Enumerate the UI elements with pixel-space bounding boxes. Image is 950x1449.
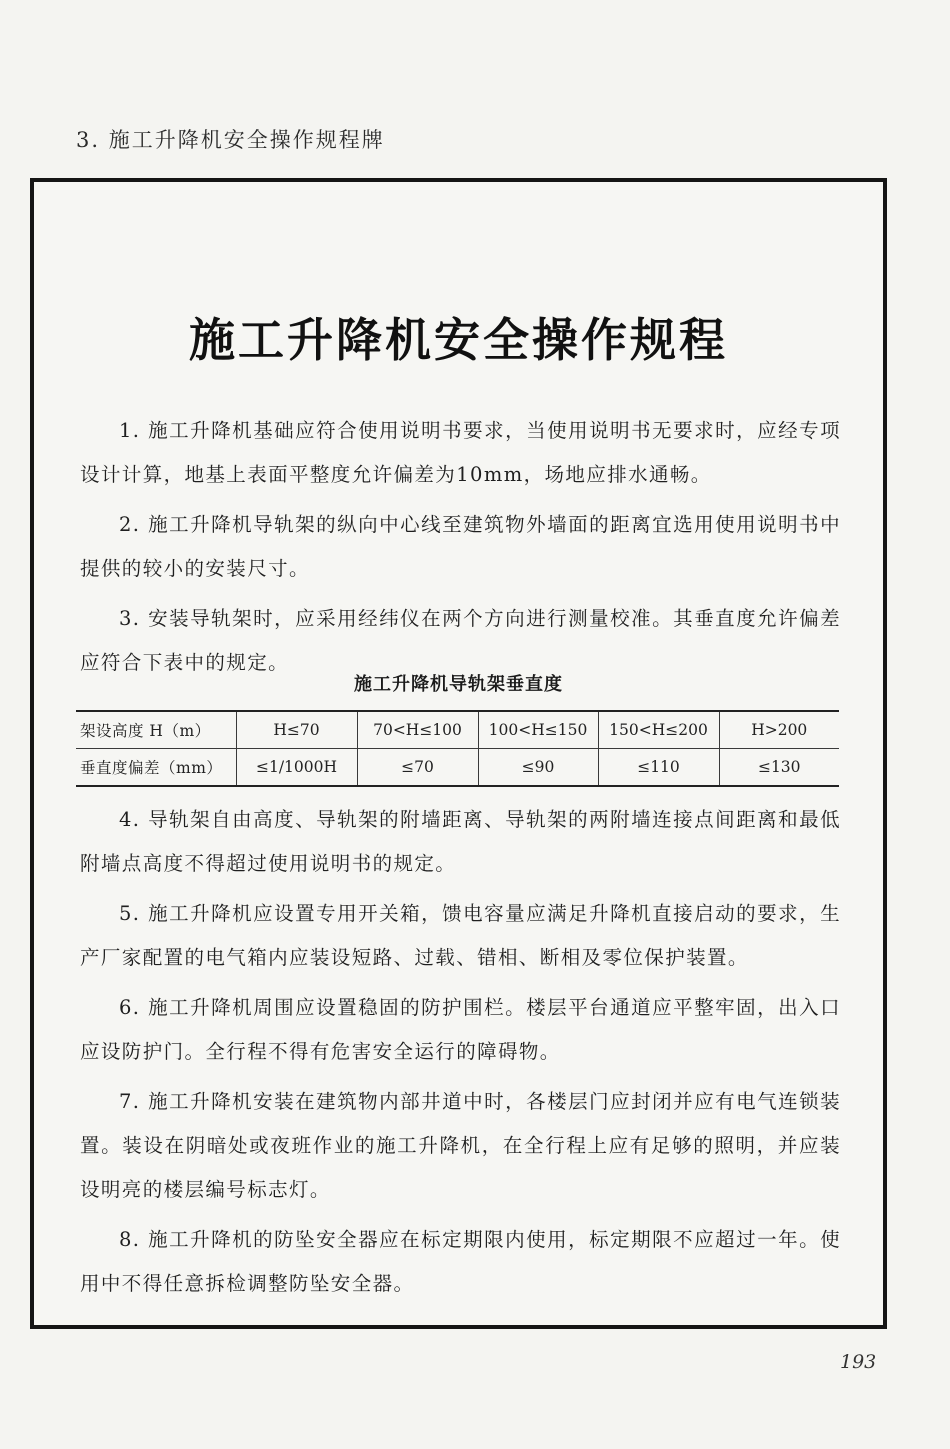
table-caption: 施工升降机导轨架垂直度 (354, 674, 563, 695)
board-title: 施工升降机安全操作规程 (189, 313, 728, 367)
rule-3: 3. 安装导轨架时，应采用经纬仪在两个方向进行测量校准。其垂直度允许偏差应符合下表中的规定。 (80, 607, 841, 674)
table-header-cell: 100<H≤150 (478, 711, 598, 749)
rules-list-top (80, 409, 841, 691)
rules-list-bottom (80, 798, 841, 1312)
section-heading: 3. 施工升降机安全操作规程牌 (76, 128, 385, 152)
table-cell: ≤130 (719, 749, 839, 787)
rule-2: 2. 施工升降机导轨架的纵向中心线至建筑物外墙面的距离宜选用使用说明书中提供的较小的安装尺寸。 (80, 513, 841, 580)
table-header-cell: 70<H≤100 (357, 711, 478, 749)
table-cell: ≤110 (598, 749, 719, 787)
table-header-cell: H≤70 (236, 711, 357, 749)
safety-rules-board (30, 178, 887, 1329)
rule-8: 8. 施工升降机的防坠安全器应在标定期限内使用，标定期限不应超过一年。使用中不得任意拆检调整防坠安全器。 (80, 1228, 841, 1295)
table-header-cell: 150<H≤200 (598, 711, 719, 749)
rule-4: 4. 导轨架自由高度、导轨架的附墙距离、导轨架的两附墙连接点间距离和最低附墙点高度不得超过使用说明书的规定。 (80, 808, 841, 875)
table-row (76, 749, 839, 787)
rule-7: 7. 施工升降机安装在建筑物内部井道中时，各楼层门应封闭并应有电气连锁装置。装设在阴暗处或夜班作业的施工升降机，在全行程上应有足够的照明，并应装设明亮的楼层编号标志灯。 (80, 1090, 841, 1201)
table-header-label: 架设高度 H（m） (76, 711, 236, 749)
rule-6: 6. 施工升降机周围应设置稳固的防护围栏。楼层平台通道应平整牢固，出入口应设防护门。全行程不得有危害安全运行的障碍物。 (80, 996, 841, 1063)
table-header-cell: H>200 (719, 711, 839, 749)
table-row (76, 711, 839, 749)
table-cell: ≤70 (357, 749, 478, 787)
verticality-table (76, 710, 839, 787)
table-cell: ≤1/1000H (236, 749, 357, 787)
rule-1: 1. 施工升降机基础应符合使用说明书要求，当使用说明书无要求时，应经专项设计计算，地基上表面平整度允许偏差为10mm，场地应排水通畅。 (80, 419, 841, 486)
rule-5: 5. 施工升降机应设置专用开关箱，馈电容量应满足升降机直接启动的要求，生产厂家配置的电气箱内应装设短路、过载、错相、断相及零位保护装置。 (80, 902, 841, 969)
table-cell: ≤90 (478, 749, 598, 787)
page-number: 193 (840, 1351, 877, 1373)
table-row-label: 垂直度偏差（mm） (76, 749, 236, 787)
